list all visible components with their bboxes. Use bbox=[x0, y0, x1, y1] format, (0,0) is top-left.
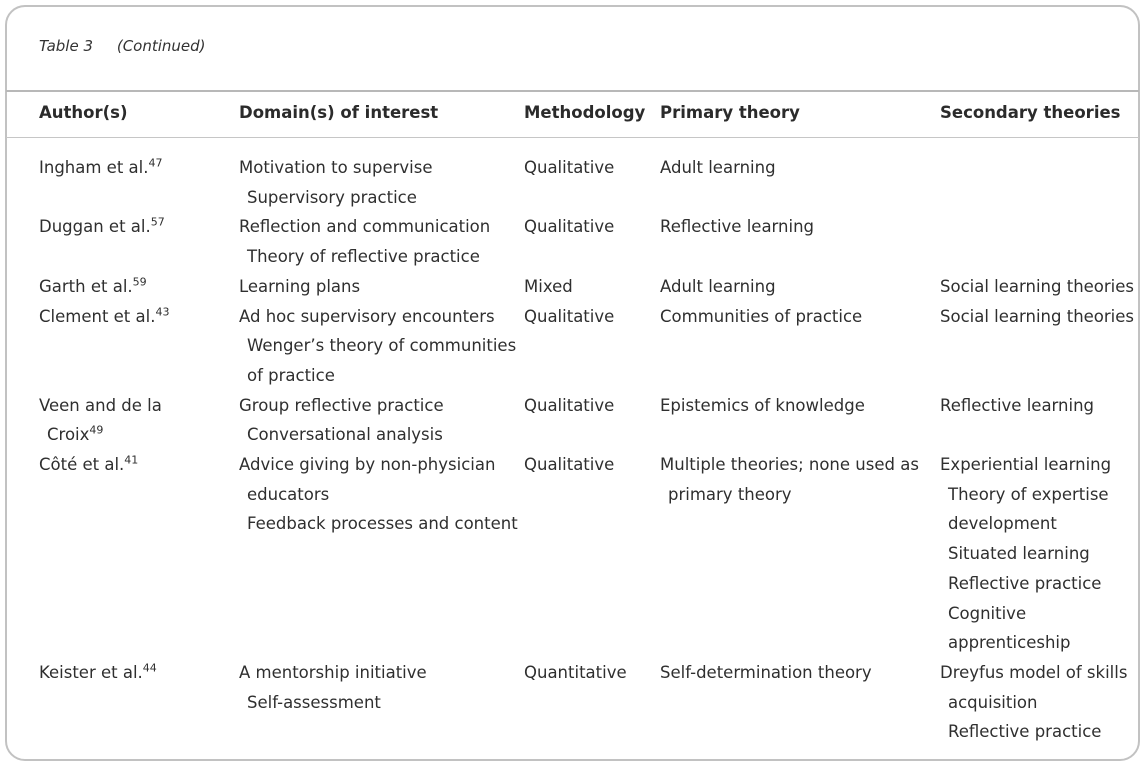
author-text: Clement et al. bbox=[39, 306, 156, 326]
author-text: Veen and de la bbox=[39, 395, 162, 415]
domains-line: Advice giving by non-physician bbox=[239, 455, 496, 474]
primary-theory-cell bbox=[660, 302, 862, 332]
reference-number: 57 bbox=[150, 215, 165, 229]
reference-number: 44 bbox=[142, 661, 157, 675]
primary-theory-cell bbox=[660, 658, 872, 688]
domains-line: A mentorship initiative bbox=[239, 662, 427, 682]
author-name bbox=[39, 391, 162, 421]
methodology-cell bbox=[524, 212, 614, 242]
primary-theory-line: Adult learning bbox=[660, 276, 776, 296]
primary-theory-cell bbox=[660, 153, 776, 183]
primary-theory-line: Adult learning bbox=[660, 158, 776, 177]
methodology-cell bbox=[524, 658, 627, 688]
reference-number: 43 bbox=[155, 305, 170, 318]
methodology-value: Quantitative bbox=[524, 662, 627, 682]
secondary-theories-line: Dreyfus model of skills bbox=[940, 662, 1128, 682]
secondary-theories-line: Reflective learning bbox=[940, 395, 1095, 415]
author-name bbox=[39, 420, 162, 450]
secondary-theories-line: Experiential learning bbox=[940, 455, 1112, 474]
author-name bbox=[39, 153, 163, 183]
methodology-cell bbox=[524, 450, 614, 480]
domains-line: of practice bbox=[247, 365, 335, 385]
methodology-value: Qualitative bbox=[524, 395, 615, 415]
domains-line: Feedback processes and content bbox=[247, 514, 518, 534]
methodology-cell bbox=[524, 153, 614, 183]
methodology-value: Qualitative bbox=[524, 455, 615, 474]
primary-theory-line: Epistemics of knowledge bbox=[660, 395, 865, 415]
header-primary-theory: Primary theory bbox=[660, 103, 800, 122]
author-cell bbox=[39, 272, 147, 302]
primary-theory-line: Reflective learning bbox=[660, 217, 815, 237]
secondary-theories-line: development bbox=[948, 514, 1057, 534]
reference-number: 41 bbox=[124, 453, 139, 467]
domains-line: Group reflective practice bbox=[239, 395, 444, 415]
secondary-theories-cell bbox=[940, 302, 1134, 332]
secondary-theories-line: apprenticeship bbox=[948, 633, 1071, 653]
secondary-theories-line: Situated learning bbox=[948, 544, 1090, 564]
methodology-cell bbox=[524, 391, 614, 421]
domains-line: Self-assessment bbox=[247, 692, 381, 712]
domains-line: Ad hoc supervisory encounters bbox=[239, 306, 495, 326]
primary-theory-cell bbox=[660, 272, 776, 302]
header-bottom-rule bbox=[6, 137, 1139, 138]
primary-theory-line: Multiple theories; none used as bbox=[660, 455, 919, 474]
header-methodology: Methodology bbox=[524, 103, 646, 122]
author-cell bbox=[39, 212, 165, 242]
author-text: Ingham et al. bbox=[39, 158, 149, 177]
author-cell bbox=[39, 658, 157, 688]
secondary-theories-cell bbox=[940, 450, 1111, 658]
secondary-theories-line: Theory of expertise bbox=[948, 484, 1109, 504]
primary-theory-cell bbox=[660, 450, 919, 509]
methodology-value: Qualitative bbox=[524, 217, 615, 237]
author-name bbox=[39, 212, 165, 242]
secondary-theories-line: Social learning theories bbox=[940, 276, 1135, 296]
table-label: Table 3 bbox=[39, 37, 94, 55]
methodology-cell bbox=[524, 272, 573, 302]
secondary-theories-line: Reflective practice bbox=[948, 722, 1102, 742]
reference-number: 59 bbox=[132, 275, 147, 289]
domains-line: Learning plans bbox=[239, 276, 361, 296]
domains-line: Motivation to supervise bbox=[239, 158, 433, 177]
secondary-theories-line: Social learning theories bbox=[940, 306, 1135, 326]
author-text: Keister et al. bbox=[39, 662, 143, 682]
author-cell bbox=[39, 153, 163, 183]
author-name bbox=[39, 302, 169, 332]
author-cell bbox=[39, 302, 169, 332]
domains-line: Supervisory practice bbox=[247, 187, 417, 207]
primary-theory-line: Self-determination theory bbox=[660, 662, 872, 682]
domains-cell bbox=[239, 153, 432, 212]
secondary-theories-cell bbox=[940, 658, 1127, 747]
secondary-theories-cell bbox=[940, 272, 1134, 302]
author-text: Garth et al. bbox=[39, 276, 133, 296]
domains-line: Theory of reflective practice bbox=[247, 247, 480, 267]
domains-line: Reflection and communication bbox=[239, 217, 491, 237]
methodology-value: Qualitative bbox=[524, 306, 615, 326]
secondary-theories-cell bbox=[940, 391, 1094, 421]
header-secondary-theories: Secondary theories bbox=[940, 103, 1121, 122]
header-authors: Author(s) bbox=[39, 103, 128, 122]
domains-line: educators bbox=[247, 484, 330, 504]
header-top-rule bbox=[6, 90, 1139, 92]
author-cell bbox=[39, 391, 162, 450]
domains-cell bbox=[239, 272, 360, 302]
methodology-value: Mixed bbox=[524, 276, 573, 296]
reference-number: 49 bbox=[89, 423, 104, 437]
domains-cell bbox=[239, 391, 444, 450]
author-name bbox=[39, 450, 138, 480]
secondary-theories-line: Reflective practice bbox=[948, 573, 1102, 593]
author-cell bbox=[39, 450, 138, 480]
methodology-value: Qualitative bbox=[524, 158, 615, 177]
domains-cell bbox=[239, 302, 516, 391]
methodology-cell bbox=[524, 302, 614, 332]
primary-theory-cell bbox=[660, 391, 865, 421]
header-domains: Domain(s) of interest bbox=[239, 103, 439, 122]
author-name bbox=[39, 272, 147, 302]
author-text: Duggan et al. bbox=[39, 217, 151, 237]
domains-cell bbox=[239, 450, 518, 539]
secondary-theories-line: acquisition bbox=[948, 692, 1038, 712]
primary-theory-line: primary theory bbox=[668, 484, 792, 504]
table-caption bbox=[39, 37, 206, 55]
author-name bbox=[39, 658, 157, 688]
reference-number: 47 bbox=[148, 156, 163, 170]
secondary-theories-line: Cognitive bbox=[948, 603, 1027, 623]
primary-theory-line: Communities of practice bbox=[660, 306, 863, 326]
domains-line: Conversational analysis bbox=[247, 425, 443, 445]
primary-theory-cell bbox=[660, 212, 814, 242]
domains-cell bbox=[239, 658, 427, 717]
author-text: Croix bbox=[47, 425, 90, 445]
author-text: Côté et al. bbox=[39, 455, 125, 474]
domains-line: Wenger’s theory of communities bbox=[247, 336, 517, 356]
domains-cell bbox=[239, 212, 490, 271]
table-continued: (Continued) bbox=[116, 37, 206, 55]
